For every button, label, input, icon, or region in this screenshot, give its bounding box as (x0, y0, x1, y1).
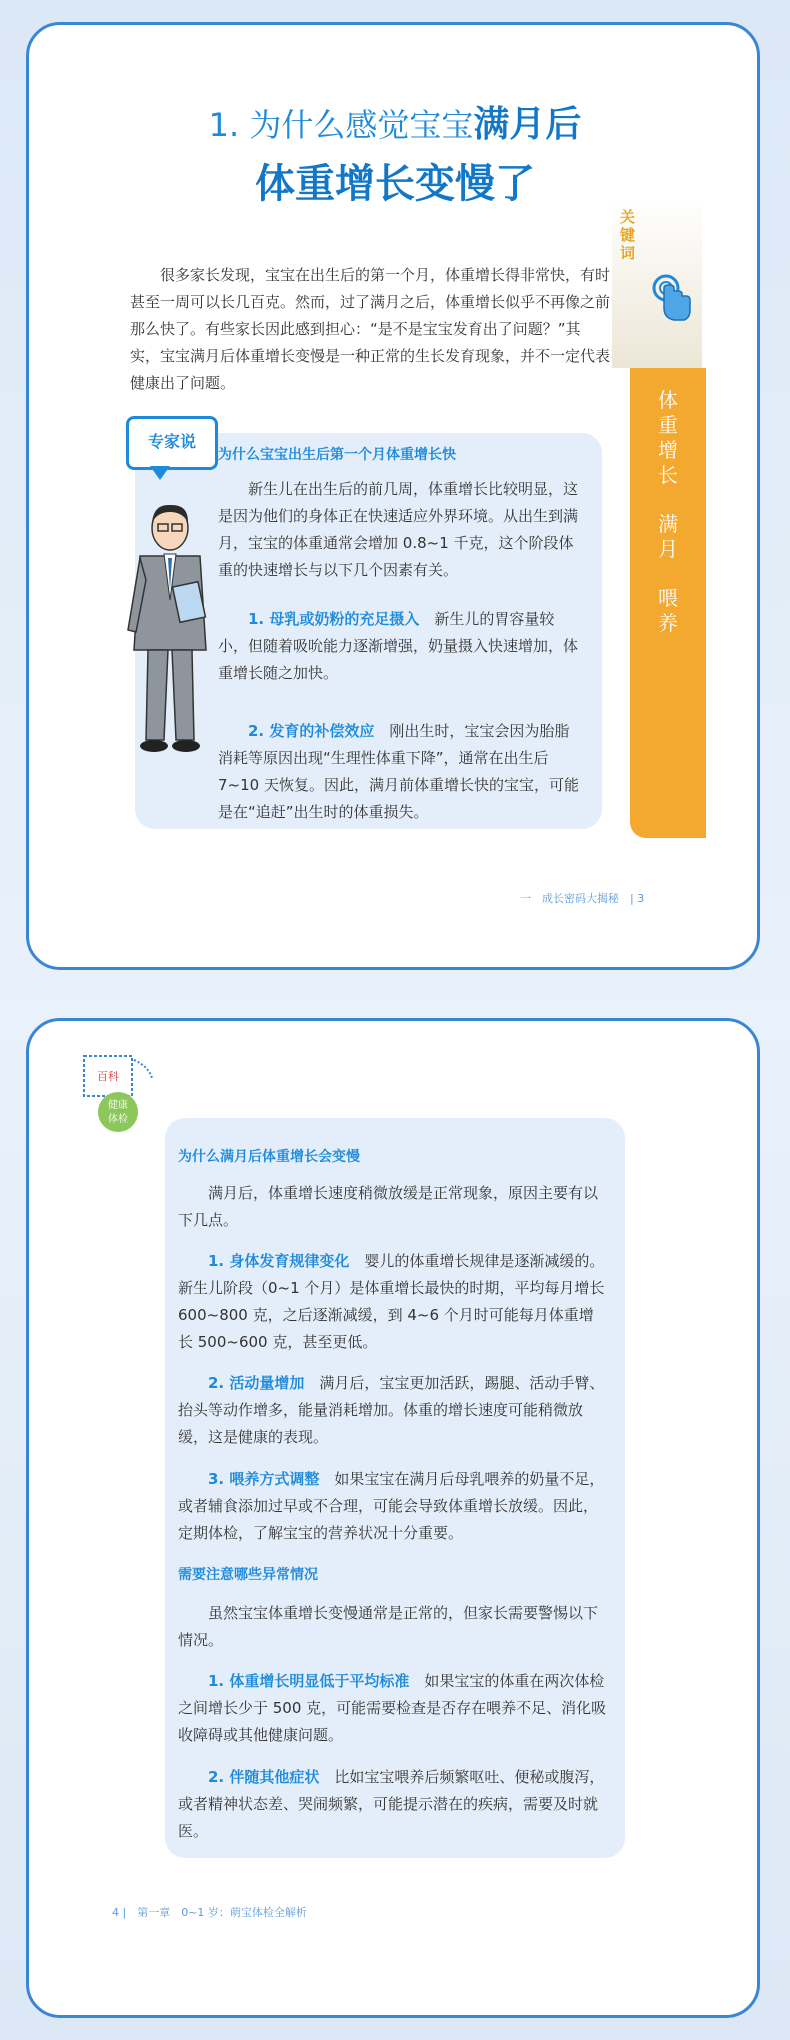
point-label: 2. 发育的补偿效应 (248, 722, 375, 740)
page-title-line1 (0, 100, 790, 150)
keyword-list (650, 388, 686, 660)
keyword-item: 体重增长 (658, 388, 678, 487)
title-light-part: 1. 为什么感觉宝宝 (208, 106, 474, 144)
svg-text:健康: 健康 (108, 1100, 128, 1111)
tap-hand-icon (652, 274, 692, 324)
title-bold-part: 满月后 (473, 104, 582, 145)
point-label: 2. 活动量增加 (208, 1374, 305, 1392)
keyword-item: 满月 (658, 512, 678, 561)
paragraph-1: 满月后，体重增长速度稍微放缓是正常现象，原因主要有以下几点。 (178, 1184, 599, 1229)
point-text: 刚出生时，宝宝会因为胎脂消耗等原因出现“生理性体重下降”，通常在出生后 7~10 天恢复。因此，满月前体重增长快的宝宝，可能是在“追赶”出生时的体重损失。 (218, 722, 579, 821)
intro-paragraph: 很多家长发现，宝宝在出生后的第一个月，体重增长得非常快，有时甚至一周可以长几百克。然而，过了满月之后，体重增长似乎不再像之前那么快了。有些家长因此感到担心：“是不是宝宝发育出了问题？”其实，宝宝满月后体重增长变慢是一种正常的生长发育现象，并不一定代表健康出了问题。 (130, 266, 611, 392)
point-label: 1. 母乳或奶粉的充足摄入 (248, 610, 420, 628)
health-checkup-seal-icon (78, 1052, 160, 1134)
section-heading-1: 为什么满月后体重增长会变慢 (178, 1149, 360, 1165)
page-footer: 4 | 第一章 0~1 岁：萌宝体检全解析 (112, 1906, 307, 1919)
point-text: 比如宝宝喂养后频繁呕吐、便秘或腹泻，或者精神状态差、哭闹频繁，可能提示潜在的疾病，需要及时就医。 (178, 1768, 605, 1840)
expert-heading: 为什么宝宝出生后第一个月体重增长快 (218, 447, 456, 463)
point-label: 2. 伴随其他症状 (208, 1768, 320, 1786)
point-text: 满月后，宝宝更加活跃，踢腿、活动手臂、抬头等动作增多，能量消耗增加。体重的增长速度可能稍微放缓，这是健康的表现。 (178, 1374, 605, 1446)
keyword-tab-header (612, 198, 702, 368)
paragraph-5: 虽然宝宝体重增长变慢通常是正常的，但家长需要警惕以下情况。 (178, 1604, 599, 1649)
point-text: 新生儿的胃容量较小，但随着吸吮能力逐渐增强，奶量摄入快速增加，体重增长随之加快。 (218, 610, 579, 682)
point-text: 如果宝宝的体重在两次体检之间增长少于 500 克，可能需要检查是否存在喂养不足、消化吸收障碍或其他健康问题。 (178, 1672, 607, 1744)
paragraph-3 (178, 1370, 608, 1451)
page-title-line2: 体重增长变慢了 (255, 161, 535, 207)
expert-paragraph-2 (218, 606, 580, 687)
point-label: 1. 体重增长明显低于平均标准 (208, 1672, 410, 1690)
section-heading-2: 需要注意哪些异常情况 (178, 1567, 318, 1583)
page-footer: 一 成长密码大揭秘 | 3 (520, 892, 645, 905)
paragraph-7 (178, 1764, 608, 1845)
expert-paragraph-3 (218, 718, 580, 826)
point-text: 婴儿的体重增长规律是逐渐减缓的。新生儿阶段（0~1 个月）是体重增长最快的时期，平均每月增长 600~800 克，之后逐渐减缓，到 4~6 个月时可能每月体重增长 500~600 克，甚至更低。 (178, 1252, 605, 1351)
svg-text:百科: 百科 (97, 1070, 119, 1083)
keyword-label: 关键词 (620, 208, 636, 262)
expert-label: 专家说 (147, 432, 196, 451)
paragraph-6 (178, 1668, 608, 1749)
paragraph-2 (178, 1248, 608, 1356)
expert-paragraph-1: 新生儿在出生后的前几周，体重增长比较明显，这是因为他们的身体正在快速适应外界环境。从出生到满月，宝宝的体重通常会增加 0.8~1 千克，这个阶段体重的快速增长与以下几个因素有关。 (218, 480, 579, 579)
keyword-item: 喂养 (658, 586, 678, 635)
paragraph-4 (178, 1466, 608, 1547)
bubble-tail (150, 466, 170, 480)
point-label: 1. 身体发育规律变化 (208, 1252, 350, 1270)
expert-bubble (126, 416, 218, 470)
point-text: 如果宝宝在满月后母乳喂养的奶量不足，或者辅食添加过早或不合理，可能会导致体重增长放缓。因此，定期体检，了解宝宝的营养状况十分重要。 (178, 1470, 605, 1542)
doctor-illustration-icon (120, 500, 220, 756)
svg-text:体检: 体检 (108, 1114, 128, 1125)
point-label: 3. 喂养方式调整 (208, 1470, 320, 1488)
keyword-tab-body (630, 368, 706, 838)
